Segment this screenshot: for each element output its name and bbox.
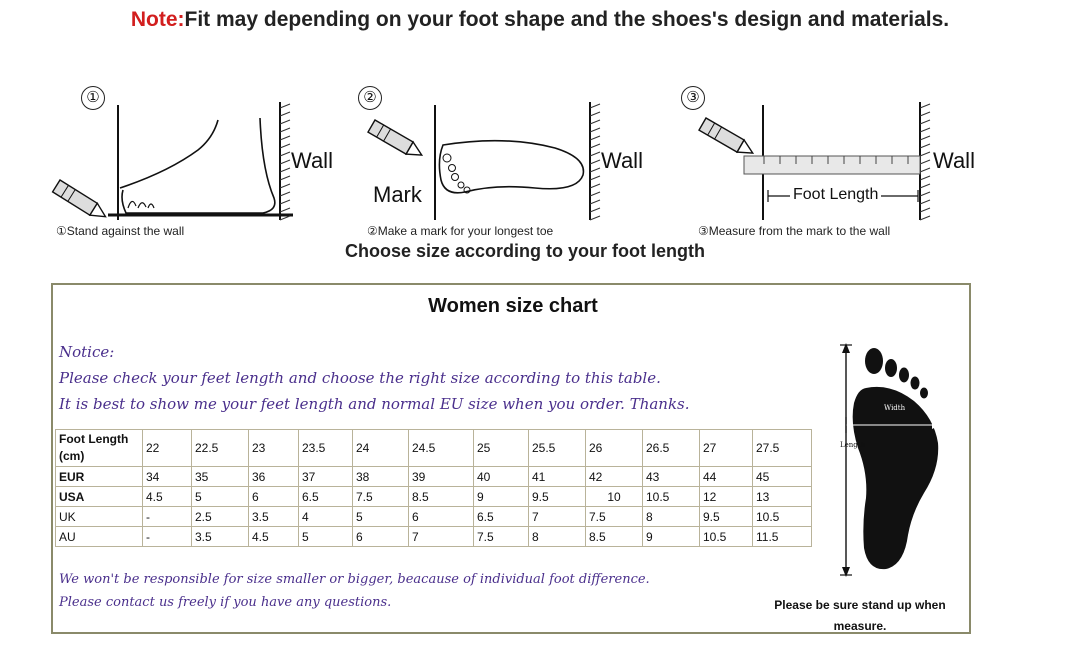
- table-cell: 26: [586, 430, 643, 467]
- table-cell: 44: [700, 467, 753, 487]
- table-cell: 4.5: [143, 487, 192, 507]
- table-cell: 6: [353, 527, 409, 547]
- table-cell: 12: [700, 487, 753, 507]
- table-cell: 24: [353, 430, 409, 467]
- table-cell: 9: [643, 527, 700, 547]
- table-cell: 9.5: [529, 487, 586, 507]
- table-cell: 9: [474, 487, 529, 507]
- note-label: Note:: [130, 8, 185, 31]
- table-cell: 4: [299, 507, 353, 527]
- table-cell: 25.5: [529, 430, 586, 467]
- table-cell: 8: [643, 507, 700, 527]
- footer-line-1: We won't be responsible for size smaller or bigger, beacause of individual foot difference.: [59, 572, 650, 587]
- foot-measurement-diagram: [836, 343, 966, 578]
- table-cell: 22: [143, 430, 192, 467]
- table-cell: 5: [192, 487, 249, 507]
- table-cell: 42: [586, 467, 643, 487]
- table-cell: 8.5: [409, 487, 474, 507]
- mark-label: Mark: [373, 182, 422, 207]
- table-cell: 7.5: [586, 507, 643, 527]
- wall-label: Wall: [933, 148, 975, 173]
- table-cell: 26.5: [643, 430, 700, 467]
- table-cell: 24.5: [409, 430, 474, 467]
- table-cell: 8.5: [586, 527, 643, 547]
- table-cell: 2.5: [192, 507, 249, 527]
- table-cell: 13: [753, 487, 812, 507]
- table-cell: 34: [143, 467, 192, 487]
- table-cell: 27: [700, 430, 753, 467]
- table-row: [56, 527, 812, 547]
- row-label: USA: [56, 487, 143, 507]
- table-cell: 27.5: [753, 430, 812, 467]
- table-cell: 25: [474, 430, 529, 467]
- notice-title: Notice:: [59, 343, 115, 361]
- table-cell: 6.5: [474, 507, 529, 527]
- row-label: AU: [56, 527, 143, 547]
- table-cell: 9.5: [700, 507, 753, 527]
- table-cell: 6: [409, 507, 474, 527]
- step-caption: ②Make a mark for your longest toe: [367, 224, 554, 238]
- table-cell: 37: [299, 467, 353, 487]
- stand-up-note: Please be sure stand up when measure.: [774, 598, 946, 633]
- table-cell: 5: [299, 527, 353, 547]
- notice-line-2: It is best to show me your feet length and normal EU size when you order. Thanks.: [59, 395, 690, 413]
- step-number: ①: [81, 86, 105, 110]
- table-cell: 10.5: [753, 507, 812, 527]
- footer-line-2: Please contact us freely if you have any questions.: [59, 595, 392, 610]
- width-label: Width: [884, 404, 906, 412]
- size-table: [55, 429, 812, 547]
- table-cell: 7.5: [353, 487, 409, 507]
- table-cell: 7.5: [474, 527, 529, 547]
- table-cell: 5: [353, 507, 409, 527]
- table-cell: 22.5: [192, 430, 249, 467]
- choose-size-instruction: Choose size according to your foot length: [344, 241, 706, 261]
- wall-label: Wall: [291, 148, 333, 173]
- table-cell: 10.5: [700, 527, 753, 547]
- step-number: ③: [681, 86, 705, 110]
- table-cell: 35: [192, 467, 249, 487]
- step-1-illustration: [48, 80, 378, 245]
- note-text: Fit may depending on your foot shape and the shoes's design and materials.: [184, 8, 950, 31]
- table-cell: 6: [249, 487, 299, 507]
- table-row: [56, 430, 812, 467]
- table-cell: 23: [249, 430, 299, 467]
- table-cell: 3.5: [249, 507, 299, 527]
- row-label: EUR: [56, 467, 143, 487]
- step-caption: ①Stand against the wall: [56, 224, 185, 238]
- table-cell: 45: [753, 467, 812, 487]
- table-cell: 38: [353, 467, 409, 487]
- table-cell: 4.5: [249, 527, 299, 547]
- table-cell: 8: [529, 527, 586, 547]
- table-cell: 10: [586, 487, 643, 507]
- table-cell: 36: [249, 467, 299, 487]
- step-2-illustration: [355, 80, 685, 245]
- table-cell: 3.5: [192, 527, 249, 547]
- step-3-illustration: [678, 80, 1008, 245]
- table-cell: 43: [643, 467, 700, 487]
- table-row: [56, 487, 812, 507]
- table-cell: 39: [409, 467, 474, 487]
- length-label: Length: [840, 441, 866, 449]
- size-chart: [51, 283, 971, 634]
- table-cell: 40: [474, 467, 529, 487]
- foot-length-label: Foot Length: [790, 186, 881, 204]
- table-row: [56, 507, 812, 527]
- table-cell: -: [143, 507, 192, 527]
- table-cell: 6.5: [299, 487, 353, 507]
- chart-title: Women size chart: [428, 295, 598, 317]
- step-caption: ③Measure from the mark to the wall: [698, 224, 891, 238]
- table-cell: 7: [529, 507, 586, 527]
- table-cell: 7: [409, 527, 474, 547]
- table-cell: -: [143, 527, 192, 547]
- wall-label: Wall: [601, 148, 643, 173]
- table-cell: 23.5: [299, 430, 353, 467]
- table-cell: 10.5: [643, 487, 700, 507]
- note-heading: [0, 8, 1080, 32]
- table-cell: 41: [529, 467, 586, 487]
- table-row: [56, 467, 812, 487]
- notice-line-1: Please check your feet length and choose the right size according to this table.: [59, 369, 661, 387]
- row-label: Foot Length (cm): [56, 430, 143, 467]
- row-label: UK: [56, 507, 143, 527]
- table-cell: 11.5: [753, 527, 812, 547]
- step-number: ②: [358, 86, 382, 110]
